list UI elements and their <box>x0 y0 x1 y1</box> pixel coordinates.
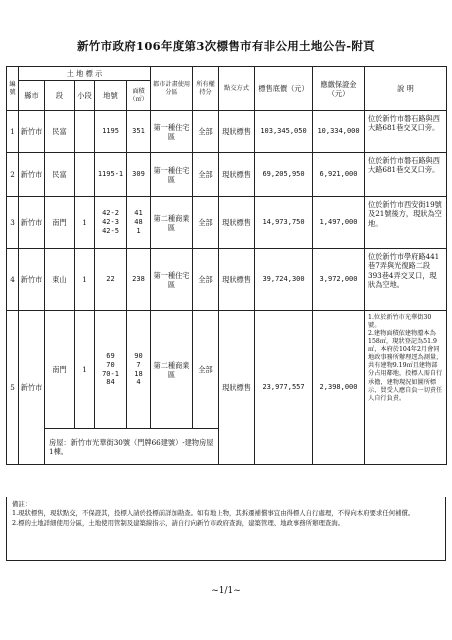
cell-area: 90 7 18 4 <box>127 311 151 429</box>
cell-area: 351 <box>127 111 151 153</box>
cell-holding: 全部 <box>193 197 219 249</box>
header-zoning: 都市計畫使用分區 <box>151 67 193 111</box>
cell-notes: 位於新竹市學府路441巷7弄與光復路二段393巷4弄交叉口，現狀為空地。 <box>365 249 447 311</box>
cell-subsection: 1 <box>75 249 95 311</box>
cell-district: 民富 <box>45 153 75 197</box>
cell-tender-method: 現狀標售 <box>219 153 255 197</box>
cell-serial: 1 <box>7 111 19 153</box>
page-title: 新竹市政府106年度第3次標售市有非公用土地公告-附頁 <box>77 39 375 53</box>
cell-holding: 全部 <box>193 153 219 197</box>
cell-deposit: 3,972,000 <box>313 249 365 311</box>
cell-base-price: 69,205,950 <box>255 153 313 197</box>
cell-tender-method: 現狀標售 <box>219 197 255 249</box>
cell-base-price: 103,345,050 <box>255 111 313 153</box>
footer-notes-heading: 備註： <box>12 500 32 508</box>
footer-note-item: 2.標的土地詳細使用分區，土地使用管制及建築線指示，請自行向新竹市政府查詢，建築管理、地政事務所辦理查詢。 <box>12 518 345 527</box>
cell-tender-method: 現狀標售 <box>219 249 255 311</box>
cell-deposit: 2,398,000 <box>313 311 365 465</box>
header-holding: 所有權持分 <box>193 67 219 111</box>
cell-serial: 2 <box>7 153 19 197</box>
header-base-price: 標售底價（元） <box>255 67 313 111</box>
cell-zoning: 第一種住宅區 <box>151 111 193 153</box>
cell-holding: 全部 <box>193 111 219 153</box>
cell-district: 南門 <box>45 197 75 249</box>
cell-notes: 位於新竹市西安街19號及21號後方，現狀為空地。 <box>365 197 447 249</box>
cell-area: 309 <box>127 153 151 197</box>
cell-district: 民富 <box>45 111 75 153</box>
cell-base-price: 23,977,557 <box>255 311 313 465</box>
cell-notes: 位於新竹市磐石路與西大路681巷交叉口旁。 <box>365 111 447 153</box>
cell-lot: 69 70 70-1 84 <box>95 311 127 429</box>
cell-zoning: 第二種商業區 <box>151 197 193 249</box>
header-area: 面積（㎡） <box>127 81 151 111</box>
footer-notes <box>6 497 446 561</box>
header-tender-method: 點交方式 <box>219 67 255 111</box>
cell-base-price: 39,724,300 <box>255 249 313 311</box>
cell-deposit: 1,497,000 <box>313 197 365 249</box>
header-serial: 編號 <box>7 67 19 111</box>
cell-lot: 22 <box>95 249 127 311</box>
cell-notes: 位於新竹市磐石路與西大路681巷交叉口旁。 <box>365 153 447 197</box>
table-row <box>7 153 447 197</box>
header-subsection: 小段 <box>75 81 95 111</box>
cell-district: 南門 <box>45 311 75 429</box>
cell-lot: 1195-1 <box>95 153 127 197</box>
cell-city: 新竹市 <box>19 249 45 311</box>
cell-subsection <box>75 111 95 153</box>
cell-subsection: 1 <box>75 311 95 429</box>
table-row <box>7 249 447 311</box>
table-row <box>7 197 447 249</box>
cell-zoning: 第一種住宅區 <box>151 153 193 197</box>
header-district: 段 <box>45 81 75 111</box>
cell-zoning: 第二種商業區 <box>151 311 193 429</box>
table-row <box>7 311 447 429</box>
cell-city: 新竹市 <box>19 111 45 153</box>
cell-subsection <box>75 153 95 197</box>
cell-deposit: 6,921,000 <box>313 153 365 197</box>
cell-serial: 5 <box>7 311 19 465</box>
footer-note-item: 1.現狀標售，現狀點交，不保證其，投標人請於投標前詳加勘查。如有地上物，其拆遷補償事宜由得標人自行處理，不得向本府要求任何補償。 <box>12 509 415 518</box>
cell-zoning: 第一種住宅區 <box>151 249 193 311</box>
cell-holding: 全部 <box>193 249 219 311</box>
cell-district: 東山 <box>45 249 75 311</box>
cell-lot: 1195 <box>95 111 127 153</box>
cell-serial: 4 <box>7 249 19 311</box>
cell-city: 新竹市 <box>19 153 45 197</box>
cell-serial: 3 <box>7 197 19 249</box>
header-lot: 地號 <box>95 81 127 111</box>
header-notes: 說 明 <box>365 67 447 111</box>
cell-holding: 全部 <box>193 311 219 429</box>
table-row <box>7 111 447 153</box>
land-table <box>6 66 447 465</box>
cell-subsection: 1 <box>75 197 95 249</box>
cell-city: 新竹市 <box>19 197 45 249</box>
cell-city: 新竹市 <box>19 311 45 465</box>
cell-notes: 1.位於新竹市光華街30號。 2.建物面積依建物謄本為158㎡，現狀登記為51.9㎡，本府於104年2月會同地政事務所辦理逕為測量，共有建物9.19㎡且建物部分占用鄰地，投標人需自行承擔，建物現況如圖所標示，買受人應自負一切責任人自行負責。 <box>365 311 447 465</box>
cell-tender-method: 現狀標售 <box>219 111 255 153</box>
header-deposit: 應繳保證金（元） <box>313 67 365 111</box>
header-city: 縣市 <box>19 81 45 111</box>
cell-deposit: 10,334,000 <box>313 111 365 153</box>
cell-tender-method: 現狀標售 <box>219 311 255 465</box>
cell-area: 41 48 1 <box>127 197 151 249</box>
cell-area: 238 <box>127 249 151 311</box>
cell-base-price: 14,973,750 <box>255 197 313 249</box>
cell-lot: 42-2 42-3 42-5 <box>95 197 127 249</box>
page-number: ~1/1~ <box>211 586 241 596</box>
header-land: 土 地 標 示 <box>19 67 151 81</box>
cell-building-remark: 房屋：新竹市光華街30號（門牌66建號）-建物房屋1棟。 <box>45 429 219 465</box>
